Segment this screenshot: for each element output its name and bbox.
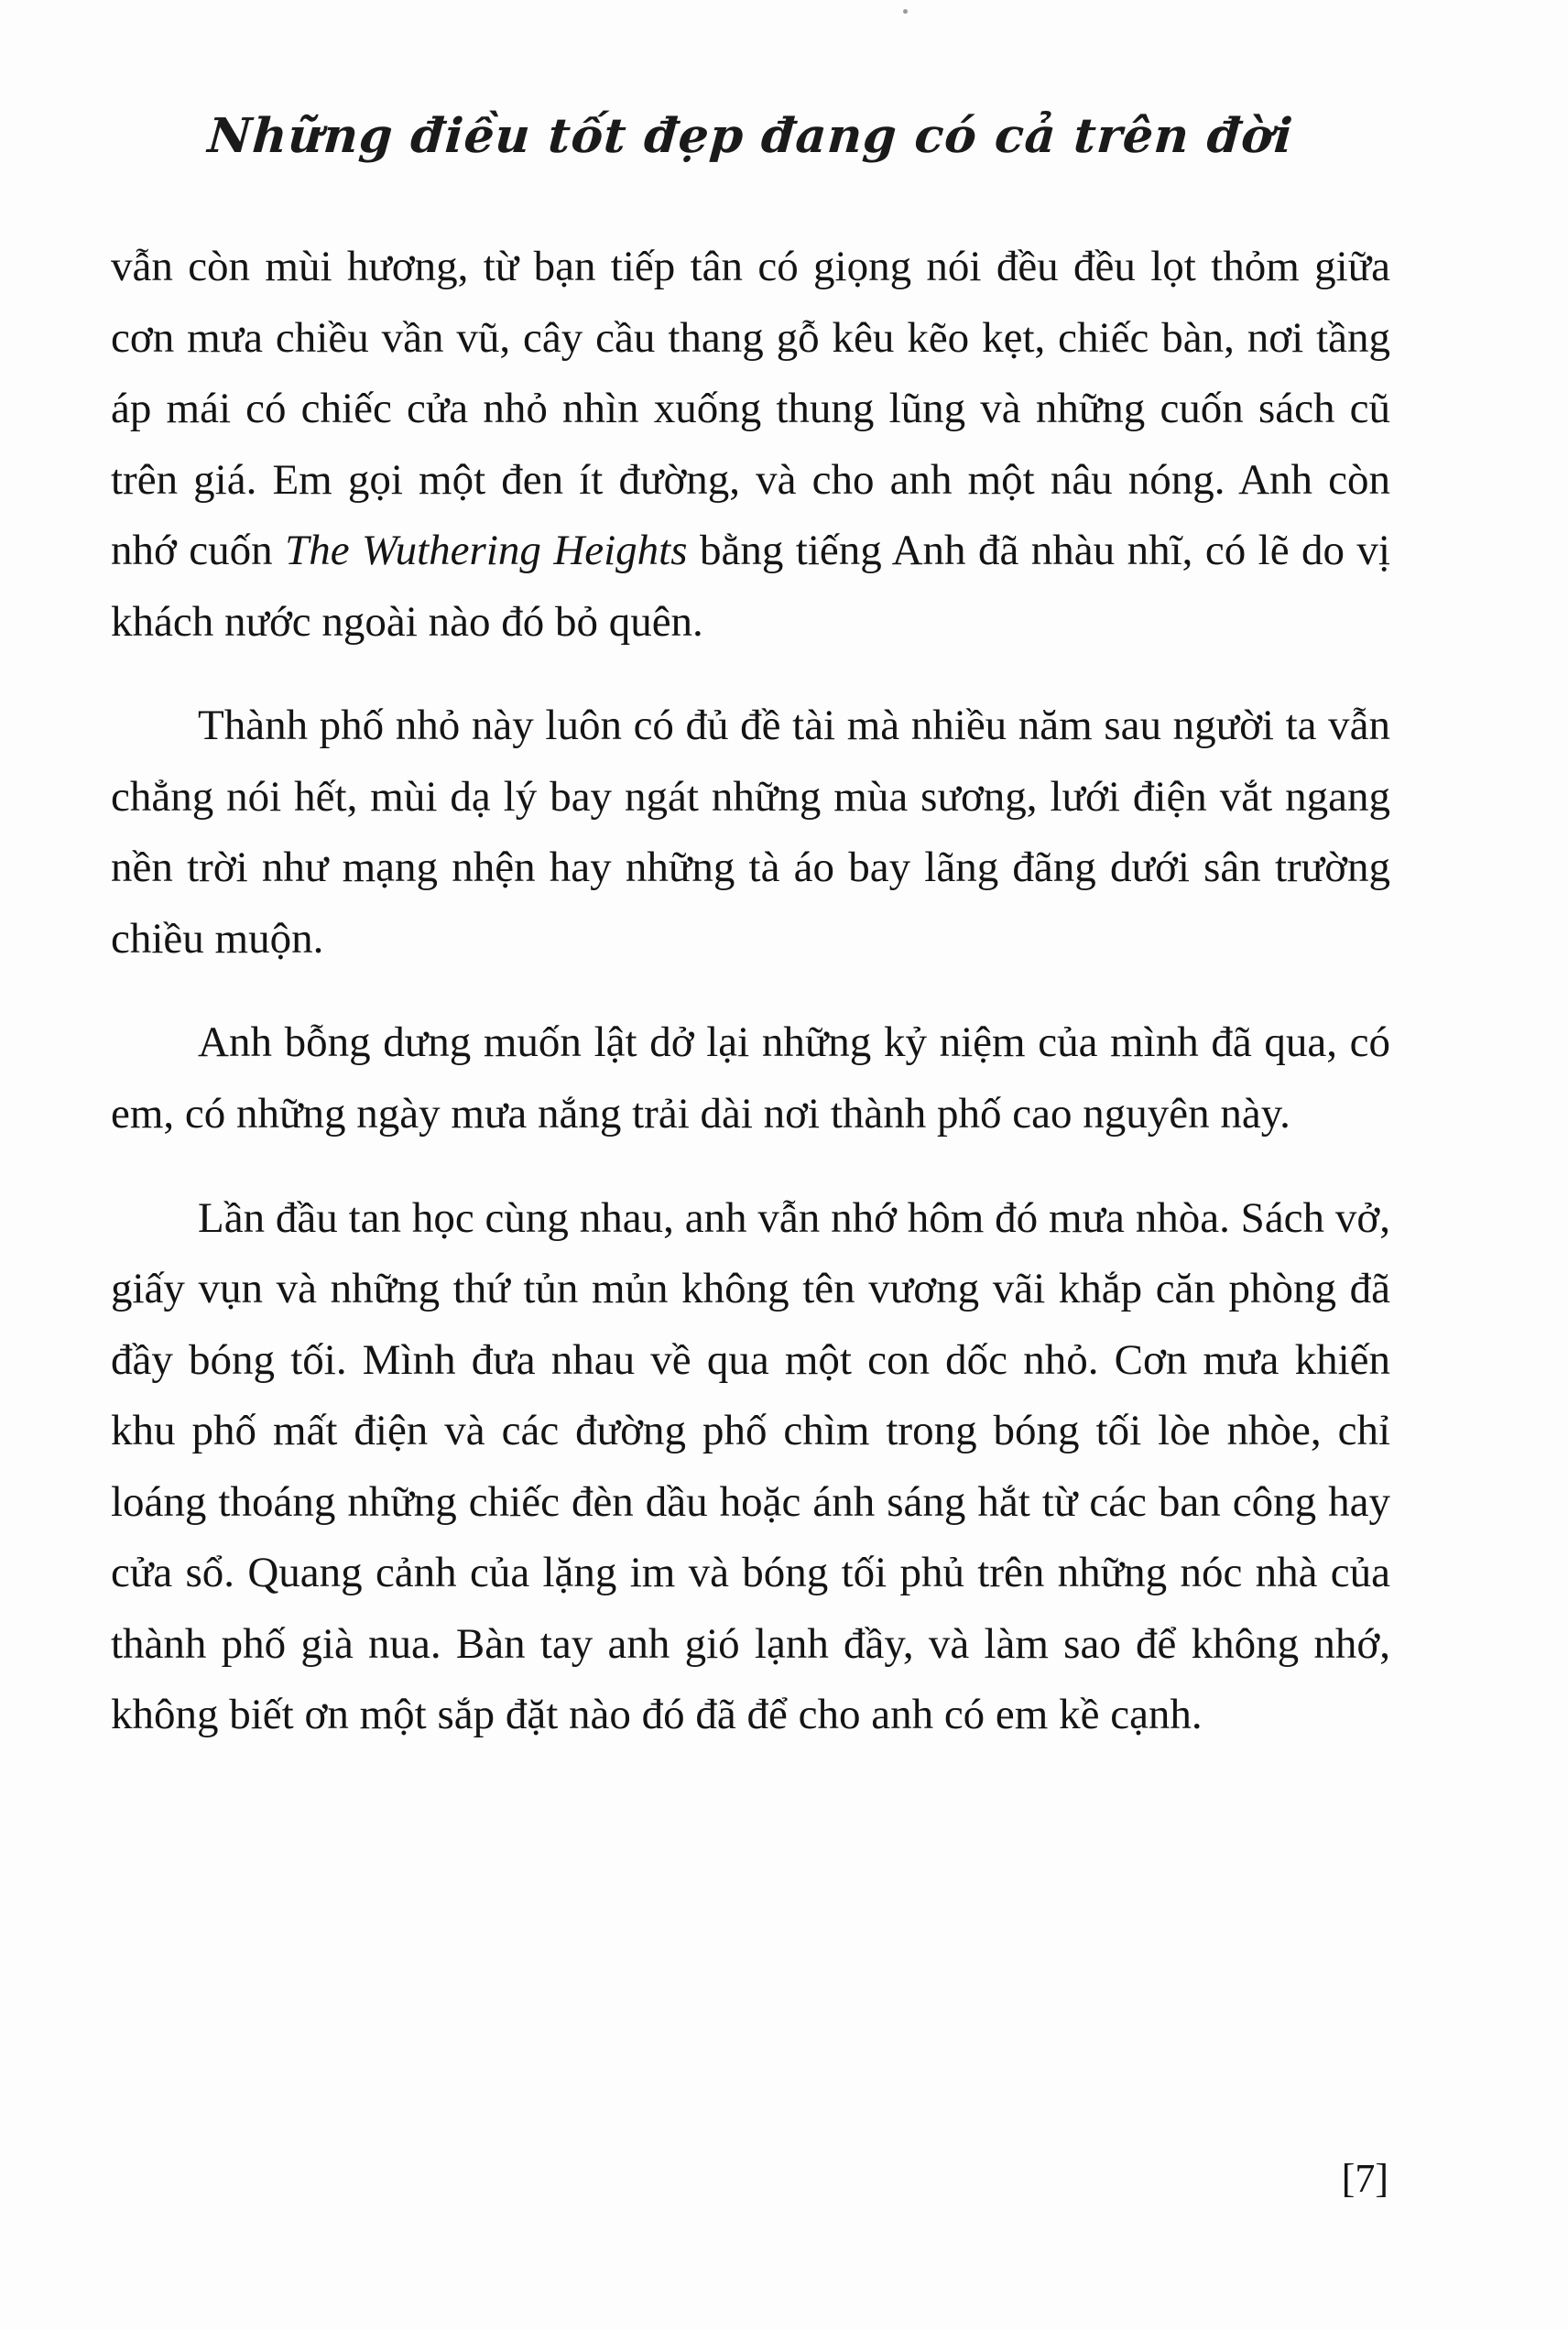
page-content bbox=[111, 0, 1390, 1784]
paragraph bbox=[111, 232, 1390, 658]
paragraph-text: vẫn còn mùi hương, từ bạn tiếp tân có giọng nói đều đều lọt thỏm giữa cơn mưa chiều vần vũ, cây cầu thang gỗ kêu kẽo kẹt, chiếc bàn, nơi tầng áp mái có chiếc cửa nhỏ nhìn xuống thung lũng và những cuốn sách cũ trên giá. Em gọi một đen ít đường, và cho anh một nâu nóng. Anh còn nhớ cuốn bbox=[111, 243, 1390, 575]
page-number: [7] bbox=[1341, 2156, 1388, 2201]
body-text bbox=[111, 232, 1390, 1751]
chapter-header-title: Những điều tốt đẹp đang có cả trên đời bbox=[206, 108, 1295, 164]
paragraph-text: bằng tiếng Anh đã nhàu nhĩ, có lẽ do vị khách nước ngoài nào đó bỏ quên. bbox=[111, 527, 1390, 646]
paragraph: Anh bỗng dưng muốn lật dở lại những kỷ niệm của mình đã qua, có em, có những ngày mưa nắng trải dài nơi thành phố cao nguyên này. bbox=[111, 1018, 1390, 1138]
paragraph: Thành phố nhỏ này luôn có đủ đề tài mà nhiều năm sau người ta vẫn chẳng nói hết, mùi dạ lý bay ngát những mùa sương, lưới điện vắt ngang nền trời như mạng nhện hay những tà áo bay lãng đãng dưới sân trường chiều muộn. bbox=[111, 702, 1390, 963]
paragraph: Lần đầu tan học cùng nhau, anh vẫn nhớ hôm đó mưa nhòa. Sách vở, giấy vụn và những thứ tủn mủn không tên vương vãi khắp căn phòng đã đầy bóng tối. Mình đưa nhau về qua một con dốc nhỏ. Cơn mưa khiến khu phố mất điện và các đường phố chìm trong bóng tối lòe nhòe, chỉ loáng thoáng những chiếc đèn dầu hoặc ánh sáng hắt từ các ban công hay cửa sổ. Quang cảnh của lặng im và bóng tối phủ trên những nóc nhà của thành phố già nua. Bàn tay anh gió lạnh đầy, và làm sao để không nhớ, không biết ơn một sắp đặt nào đó đã để cho anh có em kề cạnh. bbox=[111, 1193, 1390, 1739]
book-title-italic: The Wuthering Heights bbox=[285, 527, 688, 575]
